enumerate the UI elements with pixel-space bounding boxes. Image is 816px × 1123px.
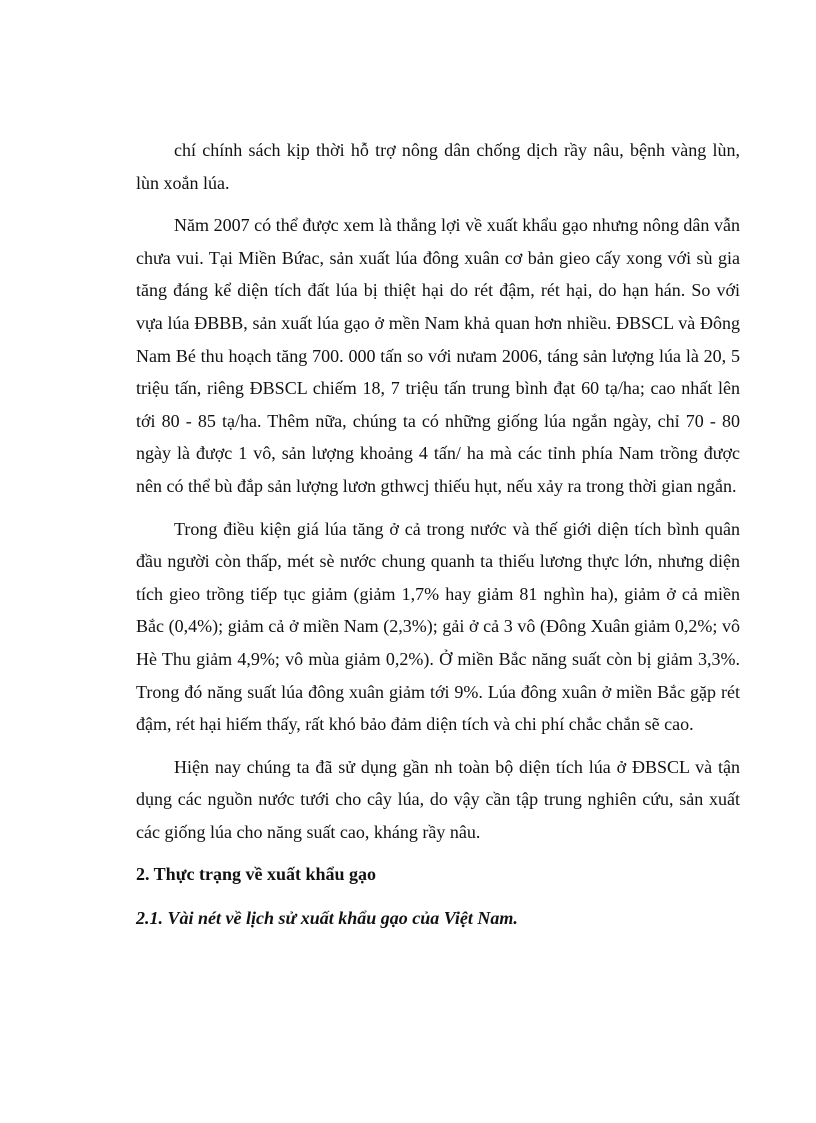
subsection-heading: 2.1. Vài nét về lịch sử xuất khẩu gạo của Việt Nam. xyxy=(136,908,518,929)
paragraph-2007-export: Năm 2007 có thể được xem là thắng lợi về xuất khẩu gạo nhưng nông dân vẫn chưa vui. Tại Miền Bứac, sản xuất lúa đông xuân cơ bản gieo cấy xong với sù gia tăng đáng kể diện tích đất lúa bị thiệt hại do rét đậm, rét hại, do hạn hán. So với vựa lúa ĐBBB, sản xuất lúa gạo ở mền Nam khả quan hơn nhiều. ĐBSCL và Đông Nam Bé thu hoạch tăng 700. 000 tấn so với nưam 2006, táng sản lượng lúa là 20, 5 triệu tấn, riêng ĐBSCL chiếm 18, 7 triệu tấn trung bình đạt 60 tạ/ha; cao nhất lên tới 80 - 85 tạ/ha. Thêm nữa, chúng ta có những giống lúa ngắn ngày, chỉ 70 - 80 ngày là được 1 vô, sản lượng khoảng 4 tấn/ ha mà các tỉnh phía Nam trồng được nên có thể bù đắp sản lượng lươn gthwcj thiếu hụt, nếu xảy ra trong thời gian ngắn. xyxy=(136,215,740,496)
document-page xyxy=(136,134,740,934)
paragraph-current-usage: Hiện nay chúng ta đã sử dụng gần nh toàn bộ diện tích lúa ở ĐBSCL và tận dụng các nguồn nước tưới cho cây lúa, do vậy cần tập trung nghiên cứu, sản xuất các giống lúa cho năng suất cao, kháng rầy nâu. xyxy=(136,756,740,842)
paragraph-rice-price-conditions: Trong điều kiện giá lúa tăng ở cả trong nước và thế giới diện tích bình quân đầu người còn thấp, mét sè nước chung quanh ta thiếu lương thực lớn, nhưng diện tích gieo trồng tiếp tục giảm (giảm 1,7% hay giảm 81 nghìn ha), giảm ở cả miền Bắc (0,4%); giảm cả ở miền Nam (2,3%); gải ở cả 3 vô (Đông Xuân giảm 0,2%; vô Hè Thu giảm 4,9%; vô mùa giảm 0,2%). Ở miền Bắc năng suất còn bị giảm 3,3%. Trong đó năng suất lúa đông xuân giảm tới 9%. Lúa đông xuân ở miền Bắc gặp rét đậm, rét hại hiếm thấy, rất khó bảo đảm diện tích và chi phí chắc chắn sẽ cao. xyxy=(136,518,740,735)
section-heading: 2. Thực trạng về xuất khẩu gạo xyxy=(136,864,377,885)
paragraph-policy-support: chí chính sách kịp thời hỗ trợ nông dân chống dịch rầy nâu, bệnh vàng lùn, lùn xoắn lúa. xyxy=(136,140,740,193)
